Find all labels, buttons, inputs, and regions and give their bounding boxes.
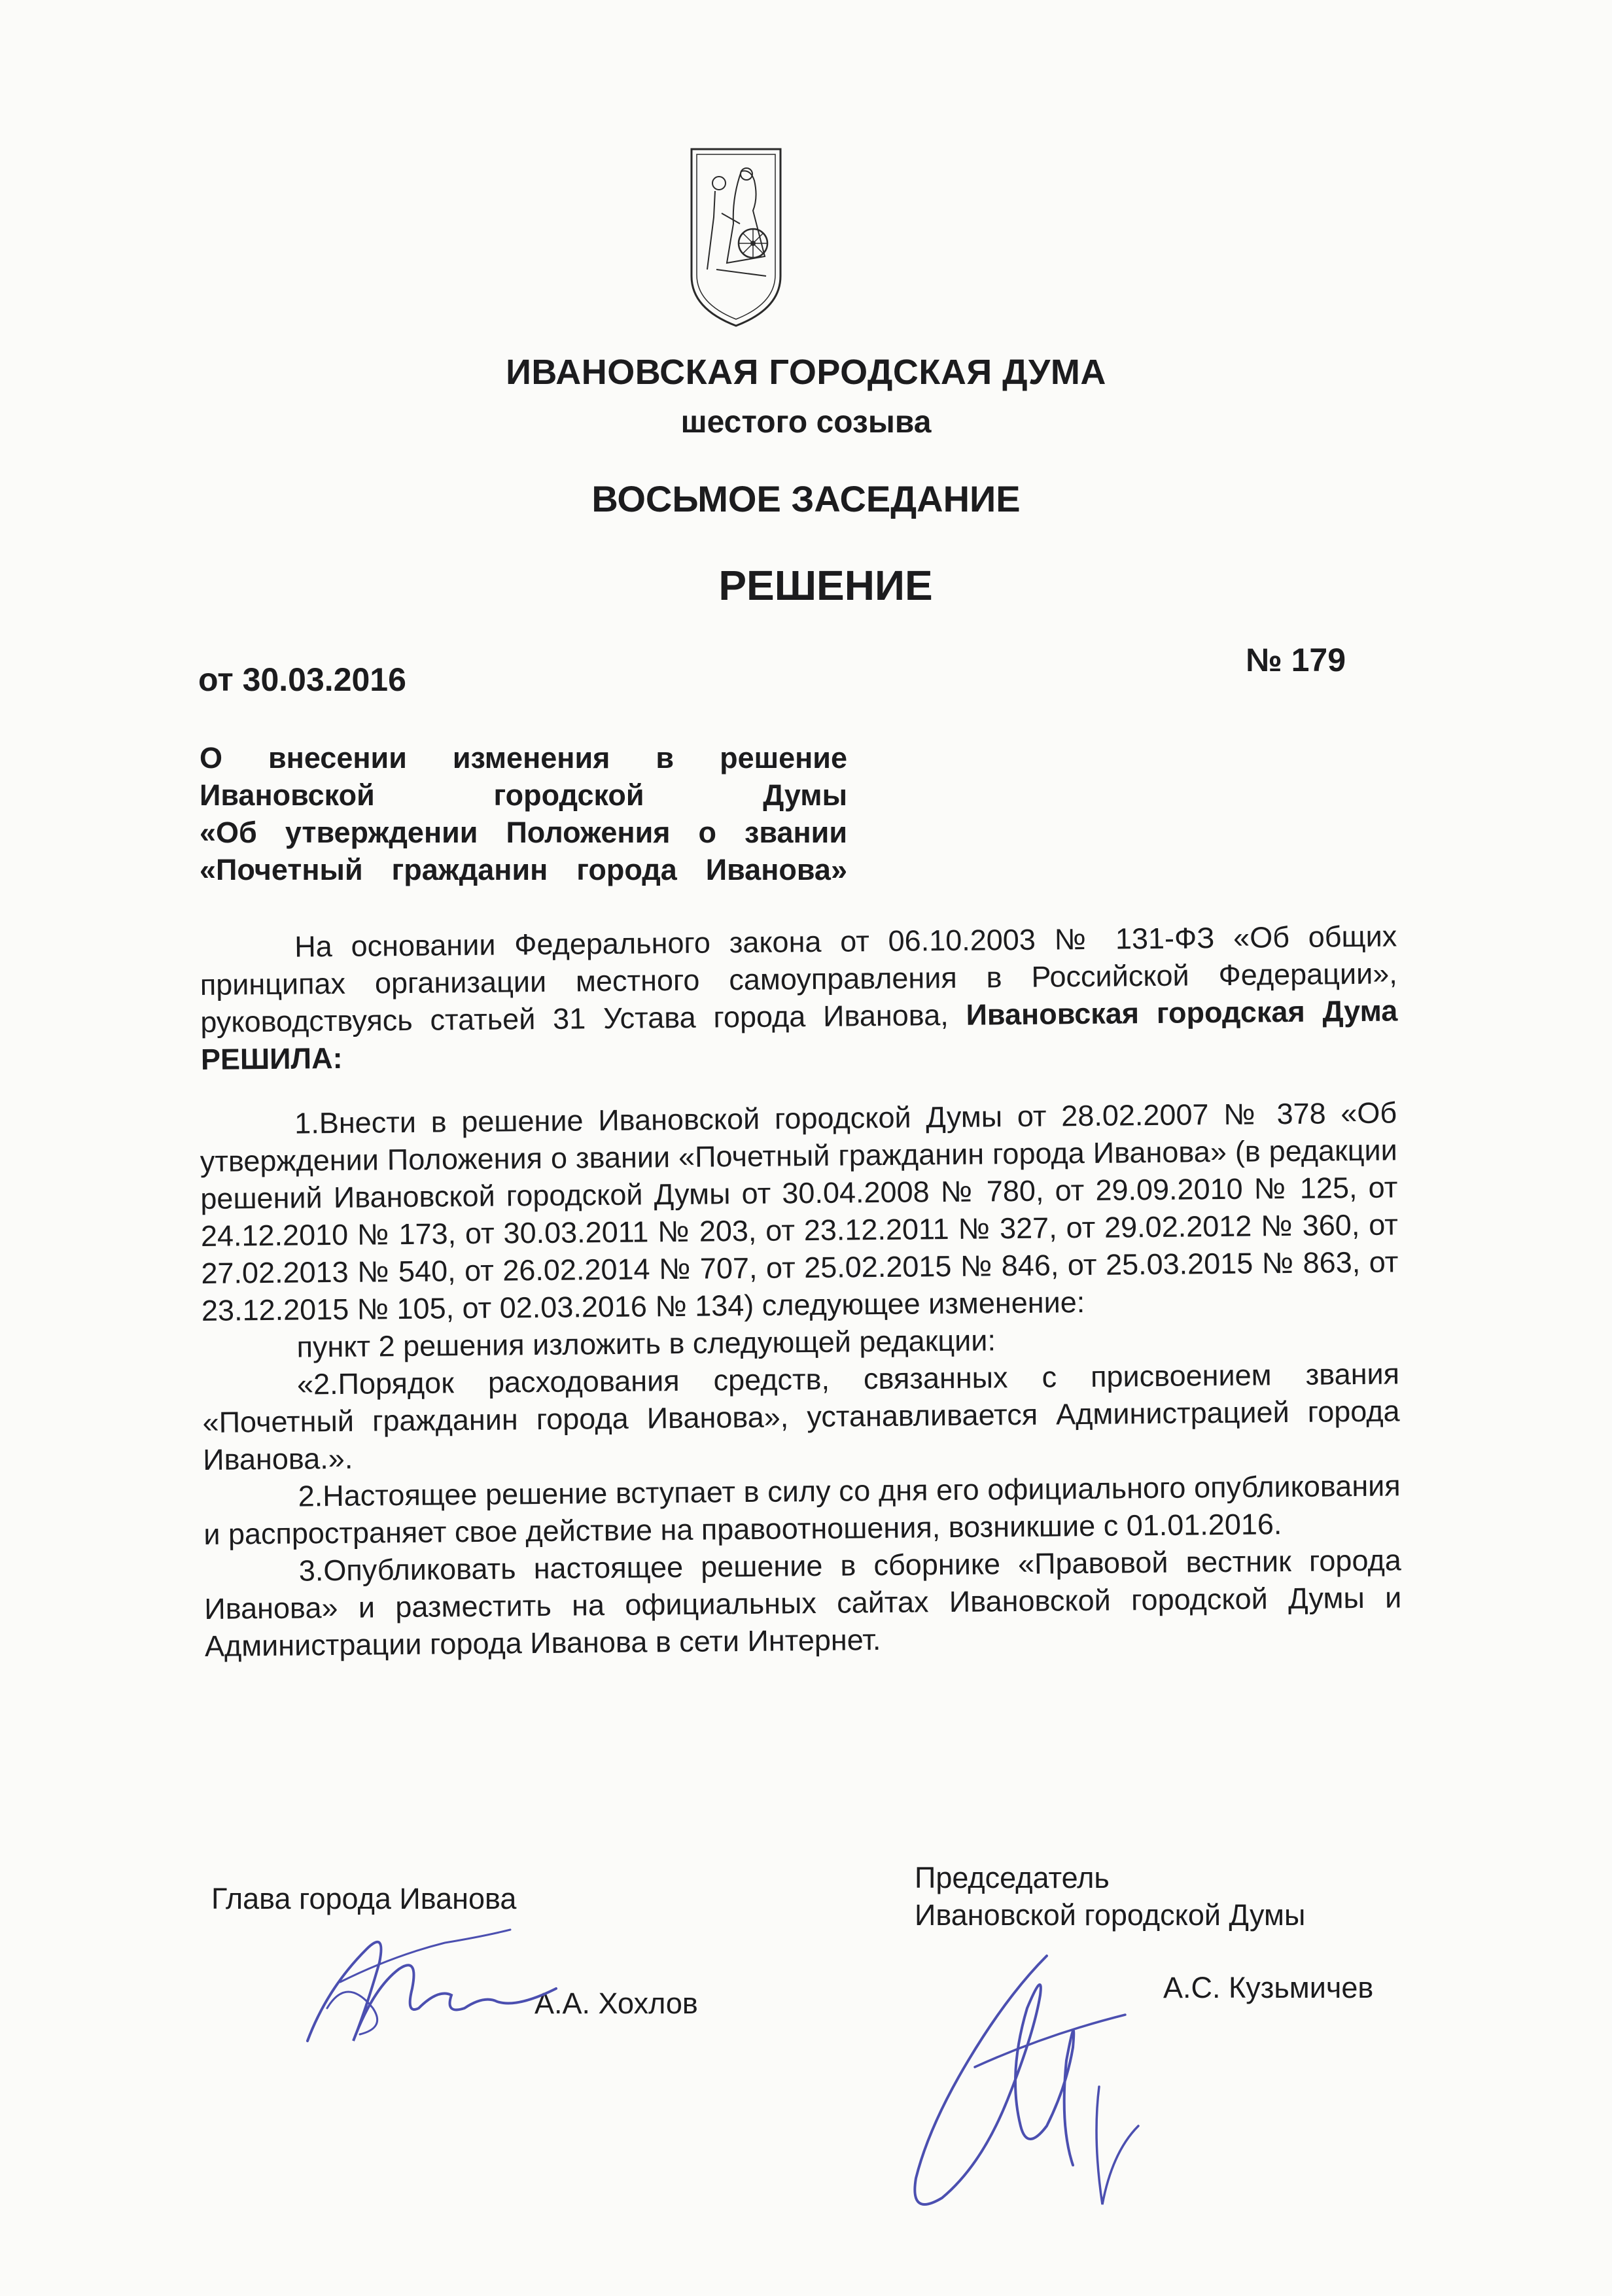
subject-line: Ивановской городской Думы (200, 778, 847, 812)
decision-item-1-quote: «2.Порядок расходования средств, связанных с присвоением звания «Почетный гражданин города Иванова», устанавливается Администрацией города Иванова.». (202, 1357, 1400, 1476)
decision-item-3: 3.Опубликовать настоящее решение в сборнике «Правовой вестник города Иванова» и разместить на официальных сайтах Ивановской городской Думы и Администрации города Иванова в сети Интернет. (204, 1543, 1402, 1663)
preamble (200, 917, 1398, 1078)
signatory-right-title (915, 1859, 1305, 1934)
council-name: ИВАНОВСКАЯ ГОРОДСКАЯ ДУМА (506, 353, 1106, 392)
subject-line: «Об утверждении Положения о звании (200, 816, 847, 849)
signatory-left-title: Глава города Иванова (211, 1882, 517, 1915)
decision-item-1-sub: пункт 2 решения изложить в следующей редакции: (296, 1323, 996, 1364)
decision-date: от 30.03.2016 (198, 661, 406, 698)
decision-items (200, 1094, 1402, 1665)
preamble-basis: На основании Федерального закона от 06.10.2003 № 131-ФЗ «Об общих принципах организации местного самоуправления в Российской Федерации», руководствуясь статьей 31 Устава города Иванова, (200, 919, 1397, 1039)
decision-subject (200, 739, 847, 888)
decision-number: № 179 (1246, 642, 1346, 678)
document-type: РЕШЕНИЕ (718, 562, 933, 609)
preamble-resolved: Ивановская городская Дума РЕШИЛА: (200, 994, 1398, 1076)
preamble-text (200, 917, 1398, 1078)
convocation: шестого созыва (680, 405, 932, 440)
signatory-right-title-line: Ивановской городской Думы (915, 1898, 1306, 1932)
signatory-right-name: А.С. Кузьмичев (1163, 1971, 1374, 2004)
signature-left-icon (288, 1910, 569, 2061)
subject-line: «Почетный гражданин города Иванова» (200, 853, 847, 886)
signature-right-icon (877, 1930, 1151, 2257)
signatory-right-title-line: Председатель (915, 1861, 1110, 1894)
coat-of-arms-icon (688, 145, 784, 328)
session-title: ВОСЬМОЕ ЗАСЕДАНИЕ (591, 478, 1021, 519)
decision-item-2: 2.Настоящее решение вступает в силу со дня его официального опубликования и распространяет свое действие на правоотношения, возникшие с 01.01.2016. (203, 1469, 1401, 1551)
decision-item-1: 1.Внести в решение Ивановской городской Думы от 28.02.2007 № 378 «Об утверждении Положения о звании «Почетный гражданин города Иванова» (в редакции решений Ивановской городской Думы от 30.04.2008 № 780, от 29.09.2010 № 125, от 24.12.2010 № 173, от 30.03.2011 № 203, от 23.12.2011 № 327, от 29.02.2012 № 360, от 27.02.2013 № 540, от 26.02.2014 № 707, от 25.02.2015 № 846, от 25.03.2015 № 863, от 23.12.2015 № 105, от 02.03.2016 № 134) следующее изменение: (200, 1096, 1399, 1327)
signatory-left-name: А.А. Хохлов (534, 1987, 698, 2020)
subject-line: О внесении изменения в решение (200, 741, 847, 774)
